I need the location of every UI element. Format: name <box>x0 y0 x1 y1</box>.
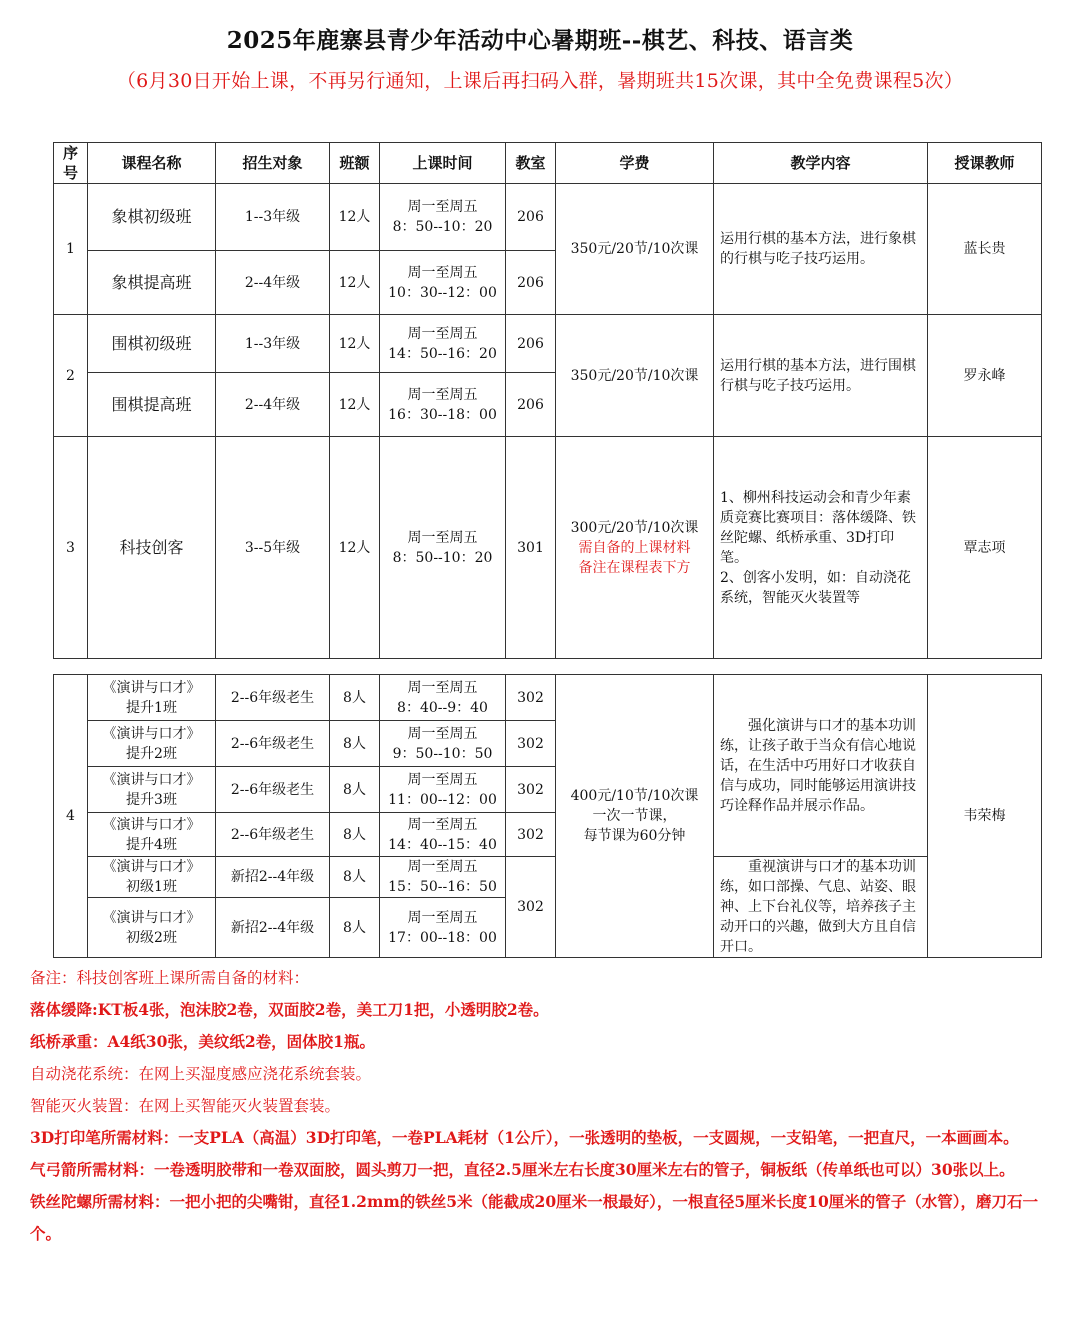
fee-note: 一次一节课， <box>592 808 677 824</box>
course-size: 12人 <box>330 437 380 659</box>
page-subtitle: （6月30日开始上课，不再另行通知，上课后再扫码入群，暑期班共15次课，其中全免费课程5次） <box>116 70 964 92</box>
content-line: 1、柳州科技运动会和青少年素质竞赛比赛项目：落体缓降、铁丝陀螺、纸桥承重、3D打印笔。 <box>720 489 916 566</box>
note-line: 气弓箭所需材料：一卷透明胶带和一卷双面胶，圆头剪刀一把，直径2.5厘米左右长度30厘米左右的管子，铜板纸（传单纸也可以）30张以上。 <box>30 1160 1015 1179</box>
header-target: 招生对象 <box>216 143 330 184</box>
course-target: 1--3年级 <box>216 184 330 251</box>
header-course: 课程名称 <box>88 143 216 184</box>
time-hours: 15：50--16：50 <box>388 879 497 895</box>
course-time <box>380 315 506 373</box>
course-target: 2--6年级老生 <box>216 767 330 813</box>
course-fee <box>556 437 714 659</box>
header-no: 序号 <box>54 143 88 184</box>
time-hours: 11：00--12：00 <box>388 791 497 808</box>
time-days: 周一至周五 <box>407 725 478 742</box>
course-room: 302 <box>506 675 556 721</box>
course-room: 206 <box>506 184 556 251</box>
course-target: 3--5年级 <box>216 437 330 659</box>
time-days: 周一至周五 <box>407 859 478 875</box>
table-row <box>54 437 1042 659</box>
note-line: 铁丝陀螺所需材料：一把小把的尖嘴钳，直径1.2mm的铁丝5米（能截成20厘米一根最好），一根直径5厘米长度10厘米的管子（水管），磨刀石一个。 <box>30 1192 1038 1243</box>
time-days: 周一至周五 <box>407 325 478 342</box>
group-no: 3 <box>54 437 88 659</box>
course-room: 302 <box>506 857 556 958</box>
note-line: 落体缓降:KT板4张，泡沫胶2卷，双面胶2卷，美工刀1把，小透明胶2卷。 <box>30 1000 549 1019</box>
table-header-row <box>54 143 1042 184</box>
course-room: 302 <box>506 813 556 857</box>
course-size: 8人 <box>330 767 380 813</box>
table-row <box>54 857 1042 898</box>
course-time <box>380 437 506 659</box>
course-name <box>88 767 216 813</box>
course-name <box>88 898 216 958</box>
course-room: 302 <box>506 767 556 813</box>
course-room: 206 <box>506 251 556 315</box>
group-no: 1 <box>54 184 88 315</box>
course-fee: 350元/20节/10次课 <box>556 315 714 437</box>
group-no: 4 <box>54 675 88 958</box>
course-name-line: 《演讲与口才》 <box>102 679 201 696</box>
course-name-line: 《演讲与口才》 <box>102 771 201 788</box>
course-name-line: 提升3班 <box>126 791 177 808</box>
course-size: 8人 <box>330 898 380 958</box>
time-days: 周一至周五 <box>407 386 478 403</box>
header-size: 班额 <box>330 143 380 184</box>
course-fee: 350元/20节/10次课 <box>556 184 714 315</box>
course-time <box>380 767 506 813</box>
fee-note: 备注在课程表下方 <box>578 559 691 576</box>
course-name: 象棋提高班 <box>88 251 216 315</box>
course-teacher: 覃志项 <box>928 437 1042 659</box>
course-name-line: 《演讲与口才》 <box>102 909 201 926</box>
course-name <box>88 675 216 721</box>
course-size: 8人 <box>330 721 380 767</box>
notes-heading: 备注：科技创客班上课所需自备的材料： <box>30 969 310 987</box>
materials-notes <box>30 962 1055 1250</box>
header-content: 教学内容 <box>714 143 928 184</box>
course-size: 12人 <box>330 251 380 315</box>
page-title: 2025年鹿寨县青少年活动中心暑期班--棋艺、科技、语言类 <box>226 27 854 54</box>
course-size: 12人 <box>330 373 380 437</box>
note-line: 自动浇花系统：在网上买湿度感应浇花系统套装。 <box>30 1065 372 1083</box>
fee-note: 每节课为60分钟 <box>583 828 686 844</box>
course-target: 2--6年级老生 <box>216 813 330 857</box>
course-target: 2--4年级 <box>216 251 330 315</box>
course-name-line: 提升1班 <box>126 699 177 716</box>
course-target: 1--3年级 <box>216 315 330 373</box>
table-row <box>54 675 1042 721</box>
course-room: 302 <box>506 721 556 767</box>
fee-value: 400元/10节/10次课 <box>570 788 699 804</box>
course-name: 围棋初级班 <box>88 315 216 373</box>
time-hours: 8：50--10：20 <box>392 549 493 566</box>
course-room: 206 <box>506 373 556 437</box>
course-time <box>380 675 506 721</box>
course-time <box>380 898 506 958</box>
header-fee: 学费 <box>556 143 714 184</box>
course-room: 301 <box>506 437 556 659</box>
course-name: 象棋初级班 <box>88 184 216 251</box>
course-size: 12人 <box>330 184 380 251</box>
group-no: 2 <box>54 315 88 437</box>
course-name-line: 《演讲与口才》 <box>102 859 201 875</box>
course-teacher: 韦荣梅 <box>928 675 1042 958</box>
course-target: 新招2--4年级 <box>216 857 330 898</box>
content-line: 2、创客小发明，如：自动浇花系统，智能灭火装置等 <box>720 569 911 606</box>
course-time <box>380 857 506 898</box>
course-content: 重视演讲与口才的基本功训练，如口部操、气息、站姿、眼神、上下台礼仪等，培养孩子主动开口的兴趣，做到大方且自信开口。 <box>714 857 928 958</box>
schedule-table-speech <box>53 674 1042 958</box>
time-days: 周一至周五 <box>407 909 478 926</box>
course-target: 2--6年级老生 <box>216 721 330 767</box>
time-days: 周一至周五 <box>407 771 478 788</box>
course-name-line: 《演讲与口才》 <box>102 725 201 742</box>
course-target: 2--6年级老生 <box>216 675 330 721</box>
course-size: 8人 <box>330 857 380 898</box>
note-line: 智能灭火装置：在网上买智能灭火装置套装。 <box>30 1097 341 1115</box>
course-target: 新招2--4年级 <box>216 898 330 958</box>
time-hours: 9：50--10：50 <box>392 745 493 762</box>
course-name-line: 提升4班 <box>126 836 177 853</box>
time-hours: 8：50--10：20 <box>392 219 493 235</box>
course-name-line: 《演讲与口才》 <box>102 816 201 833</box>
course-size: 8人 <box>330 813 380 857</box>
course-content: 强化演讲与口才的基本功训练，让孩子敢于当众有信心地说话，在生活中巧用好口才收获自信与成功，同时能够运用演讲技巧诠释作品并展示作品。 <box>714 675 928 857</box>
course-time <box>380 813 506 857</box>
course-size: 8人 <box>330 675 380 721</box>
table-row <box>54 315 1042 373</box>
course-size: 12人 <box>330 315 380 373</box>
time-days: 周一至周五 <box>407 199 478 215</box>
course-time <box>380 251 506 315</box>
time-days: 周一至周五 <box>407 816 478 833</box>
time-hours: 8：40--9：40 <box>397 699 488 716</box>
course-time <box>380 184 506 251</box>
course-content <box>714 437 928 659</box>
fee-note: 需自备的上课材料 <box>578 539 691 556</box>
header-time: 上课时间 <box>380 143 506 184</box>
table-row <box>54 184 1042 251</box>
time-days: 周一至周五 <box>407 264 478 281</box>
course-name-line: 初级1班 <box>126 879 177 895</box>
time-hours: 16：30--18：00 <box>388 406 497 423</box>
course-name-line: 提升2班 <box>126 745 177 762</box>
course-name: 科技创客 <box>88 437 216 659</box>
course-room: 206 <box>506 315 556 373</box>
time-days: 周一至周五 <box>407 529 478 546</box>
course-name-line: 初级2班 <box>126 929 177 946</box>
fee-value: 300元/20节/10次课 <box>570 519 699 536</box>
course-target: 2--4年级 <box>216 373 330 437</box>
time-hours: 17：00--18：00 <box>388 929 497 946</box>
course-time <box>380 721 506 767</box>
time-hours: 10：30--12：00 <box>388 284 497 301</box>
course-name <box>88 857 216 898</box>
header-teacher: 授课教师 <box>928 143 1042 184</box>
time-hours: 14：50--16：20 <box>388 345 497 362</box>
course-name: 围棋提高班 <box>88 373 216 437</box>
course-name <box>88 813 216 857</box>
course-teacher: 蓝长贵 <box>928 184 1042 315</box>
note-line: 纸桥承重：A4纸30张，美纹纸2卷，固体胶1瓶。 <box>30 1032 375 1051</box>
course-time <box>380 373 506 437</box>
note-line: 3D打印笔所需材料：一支PLA（高温）3D打印笔，一卷PLA耗材（1公斤），一张透明的垫板，一支圆规，一支铅笔，一把直尺，一本画画本。 <box>30 1128 1019 1147</box>
time-days: 周一至周五 <box>407 679 478 696</box>
course-content: 运用行棋的基本方法，进行围棋行棋与吃子技巧运用。 <box>714 315 928 437</box>
course-teacher: 罗永峰 <box>928 315 1042 437</box>
schedule-table-main <box>53 142 1042 659</box>
course-name <box>88 721 216 767</box>
course-content: 运用行棋的基本方法，进行象棋的行棋与吃子技巧运用。 <box>714 184 928 315</box>
time-hours: 14：40--15：40 <box>388 836 497 853</box>
course-fee <box>556 675 714 958</box>
header-room: 教室 <box>506 143 556 184</box>
